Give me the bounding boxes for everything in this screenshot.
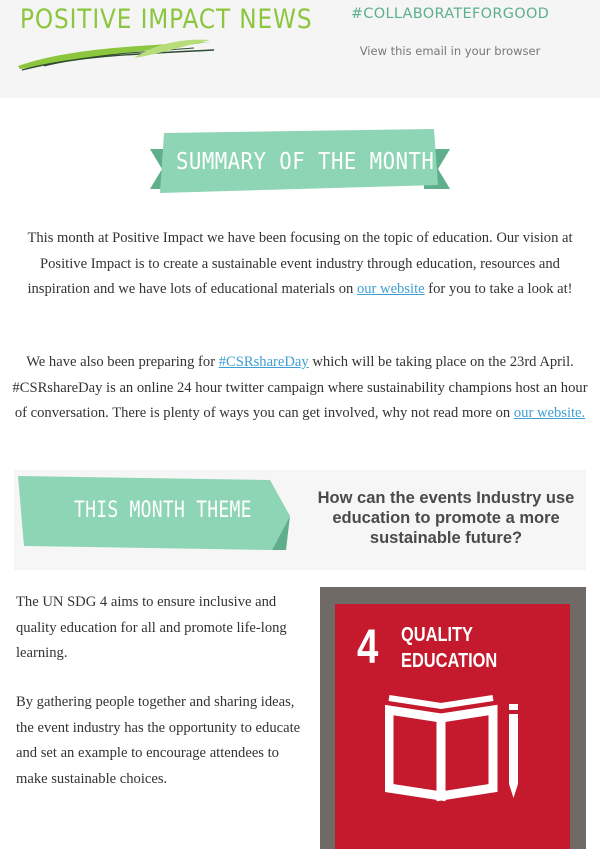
our-website-link-1[interactable]: our website (356, 281, 425, 298)
sdg-paragraph-1: The UN SDG 4 aims to ensure inclusive and quality education for all and promote life-long learning. (16, 594, 287, 662)
hashtag-collaborate: #COLLABORATEFORGOOD (350, 6, 550, 22)
logo-text[interactable]: POSITIVE IMPACT NEWS (20, 4, 313, 35)
summary-title: SUMMARY OF THE MONTH (176, 149, 435, 175)
summary-paragraph-2 (12, 350, 588, 427)
sdg-paragraph-2: By gathering people together and sharing ideas, the event industry has the opportunity to educate and set an example to encourage attendees to make sustainable choices. (16, 694, 301, 788)
summary-p1-text-end: for you to take a look at! (424, 281, 573, 298)
summary-paragraph-1 (12, 226, 588, 303)
csrshareday-link[interactable]: #CSRshareDay (218, 354, 309, 370)
sdg-label-line-1: QUALITY (401, 624, 473, 646)
summary-ribbon-banner (150, 127, 450, 199)
email-header (0, 0, 600, 98)
sdg-number: 4 (357, 621, 379, 674)
theme-ribbon-banner (18, 476, 300, 550)
sdg-label (401, 622, 497, 674)
view-in-browser-link[interactable]: View this email in your browser (359, 44, 541, 58)
book-pencil-icon (385, 692, 525, 802)
theme-title: THIS MONTH THEME (74, 498, 252, 523)
our-website-link-2[interactable]: our website. (513, 405, 586, 422)
sdg-label-line-2: EDUCATION (401, 650, 498, 672)
summary-p2-text: We have also been preparing for (26, 354, 219, 370)
summary-p1-text: This month at Positive Impact we have been focusing on the topic of education. Our vision at Positive Impact is to create a sustainable event industry through education, resources and inspiration and we have lots of educational materials on (27, 230, 573, 298)
summary-p2-text-middle: which will be taking place on the 23rd April. #CSRshareDay is an online 24 hour twitter campaign where sustainability champions host an hour of conversation. There is plenty of ways you can get involved, why not read more on (12, 354, 588, 422)
sdg-4-card[interactable] (335, 604, 570, 849)
theme-question: How can the events Industry use education to promote a more sustainable future? (317, 489, 575, 547)
leaf-swoosh-icon (14, 36, 224, 76)
